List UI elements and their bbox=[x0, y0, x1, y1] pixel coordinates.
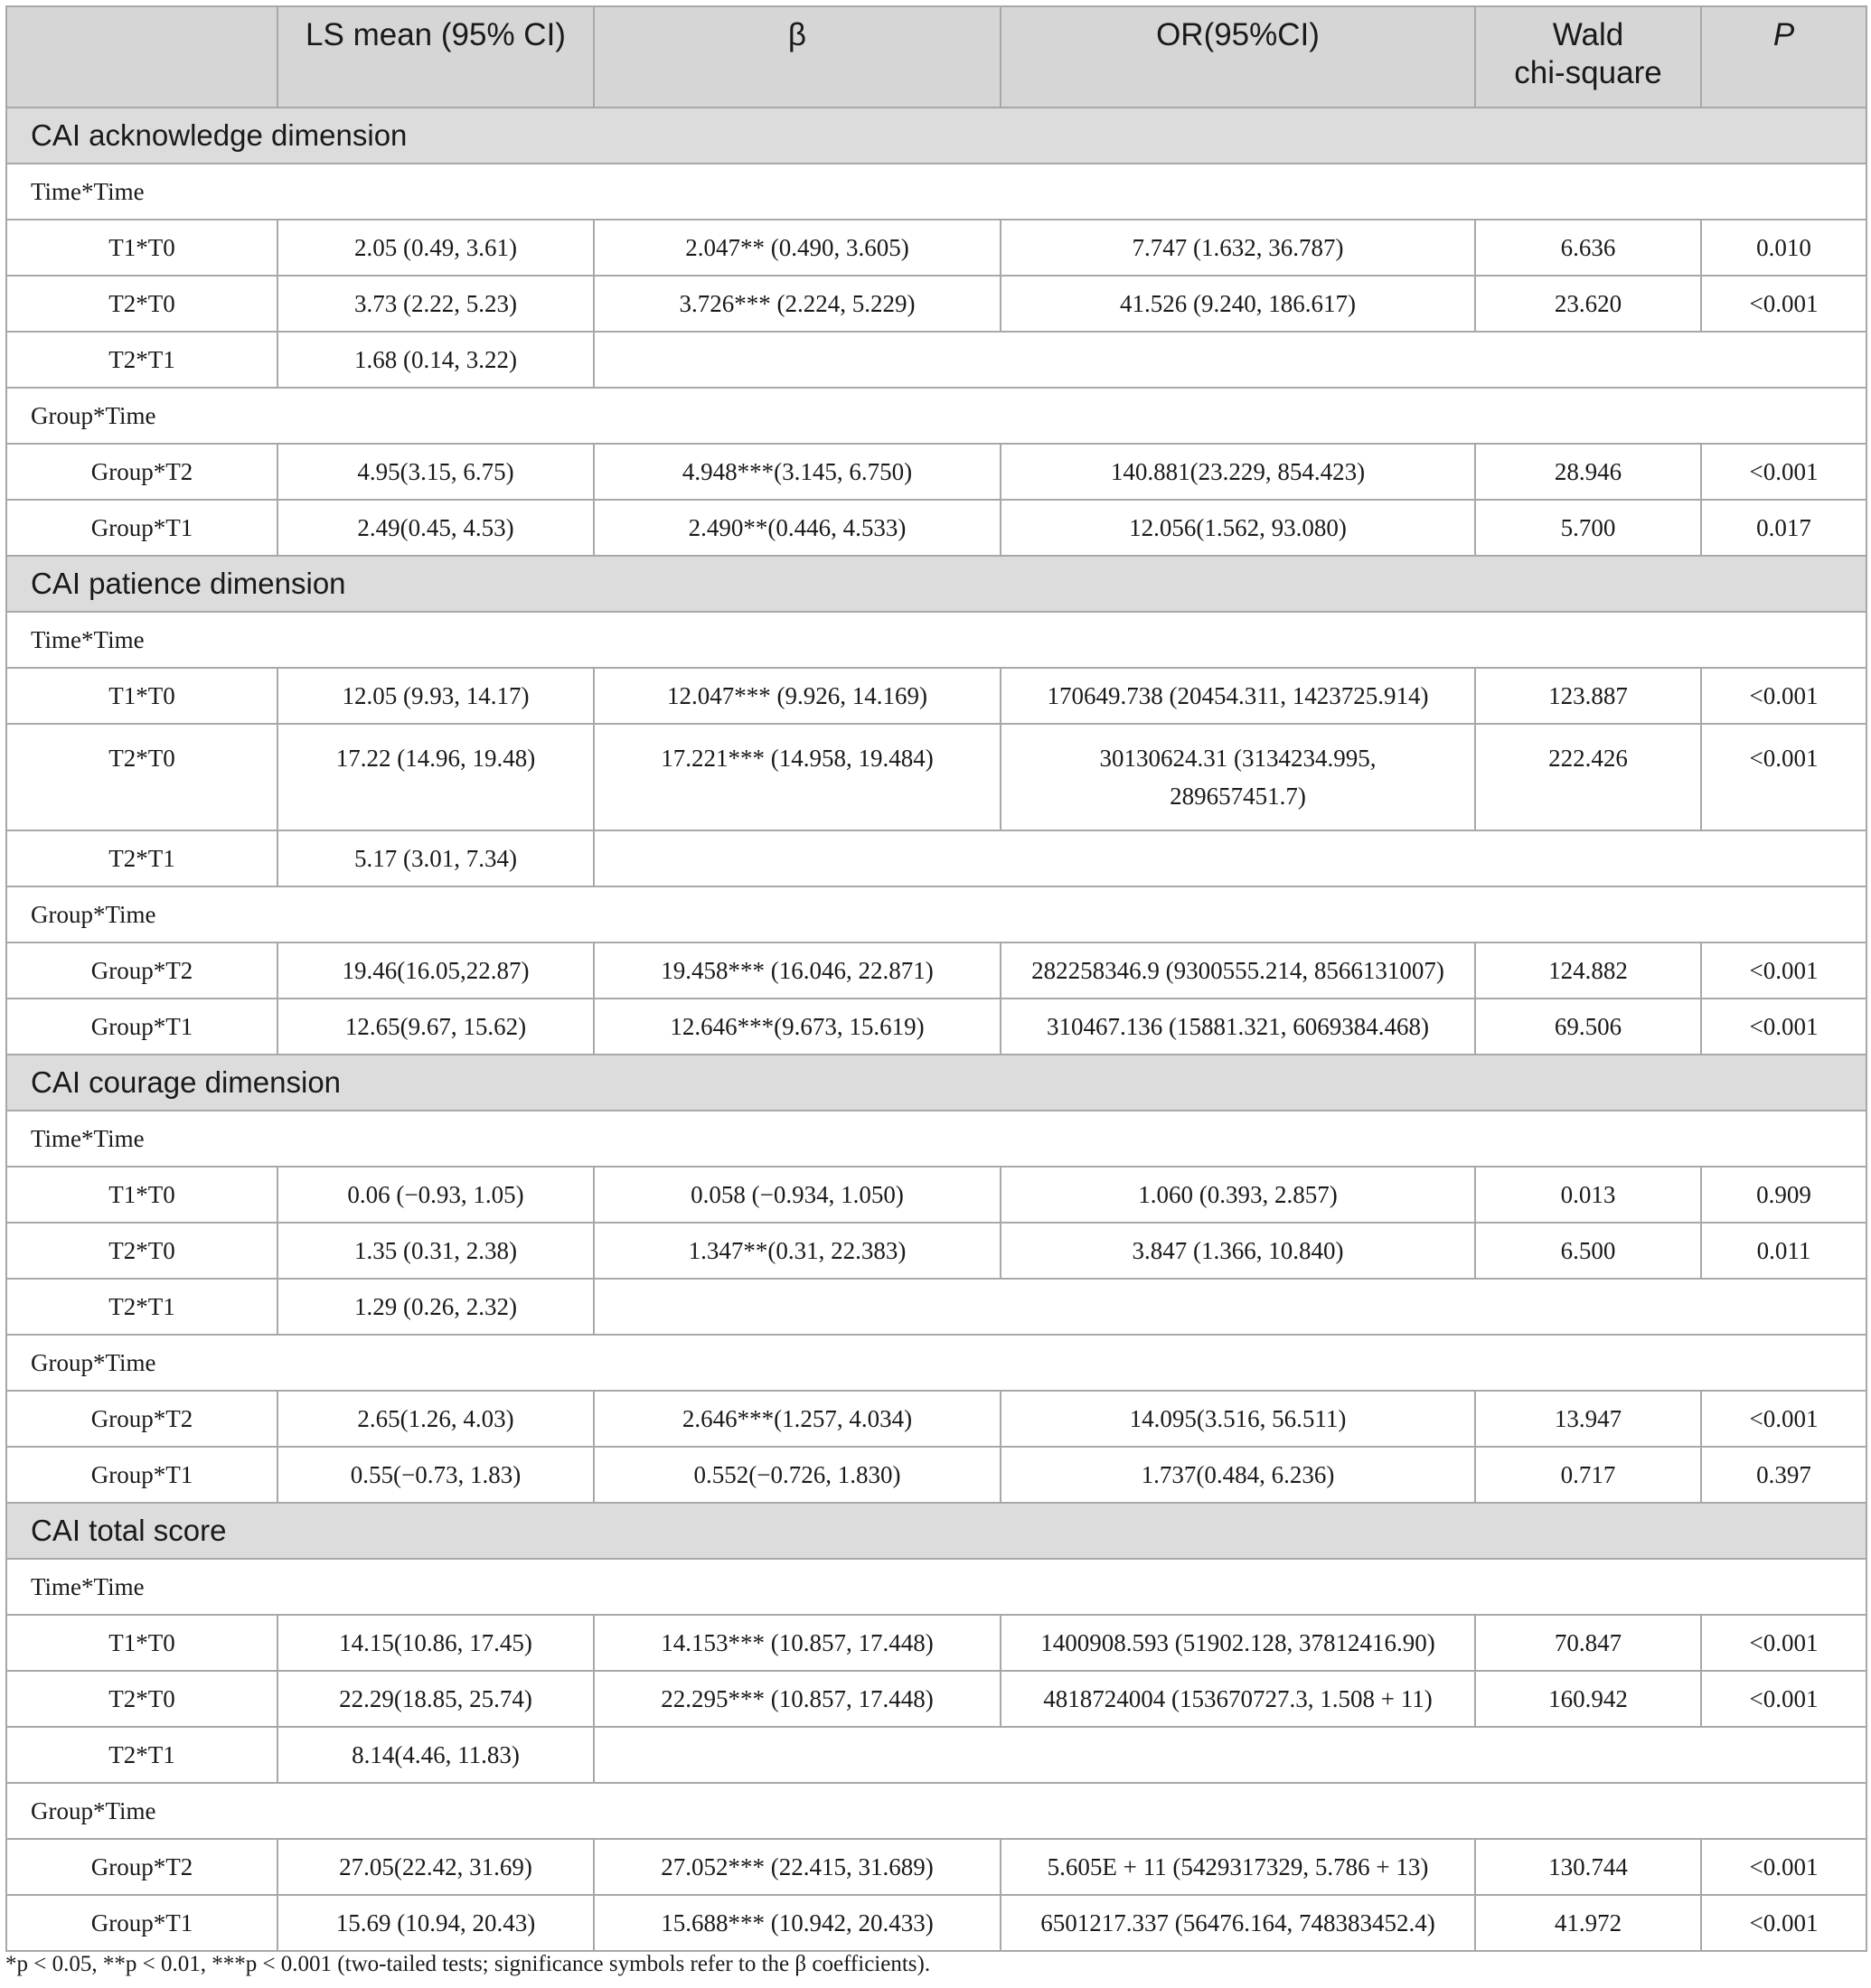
group-label-row bbox=[6, 1111, 1866, 1167]
row-label: T2*T0 bbox=[6, 1671, 277, 1727]
wald-cell: 222.426 bbox=[1475, 724, 1701, 830]
or-cell: 1.737(0.484, 6.236) bbox=[1001, 1447, 1475, 1503]
p-value-cell: 0.397 bbox=[1701, 1447, 1866, 1503]
beta-cell: 0.552(−0.726, 1.830) bbox=[594, 1447, 1001, 1503]
group-label: Time*Time bbox=[6, 612, 1866, 668]
table-row bbox=[6, 1895, 1866, 1951]
p-value-cell: <0.001 bbox=[1701, 276, 1866, 332]
p-value-cell: 0.017 bbox=[1701, 500, 1866, 556]
table-row bbox=[6, 1279, 1866, 1335]
ls-mean-cell: 14.15(10.86, 17.45) bbox=[277, 1615, 594, 1671]
or-cell: 1.060 (0.393, 2.857) bbox=[1001, 1167, 1475, 1223]
ls-mean-cell: 2.05 (0.49, 3.61) bbox=[277, 220, 594, 276]
group-label: Group*Time bbox=[6, 1783, 1866, 1839]
row-label: T1*T0 bbox=[6, 220, 277, 276]
row-label: Group*T2 bbox=[6, 444, 277, 500]
section-header-row bbox=[6, 108, 1866, 164]
ls-mean-cell: 8.14(4.46, 11.83) bbox=[277, 1727, 594, 1783]
or-cell: 3.847 (1.366, 10.840) bbox=[1001, 1223, 1475, 1279]
header-row bbox=[6, 6, 1866, 108]
beta-cell: 2.047** (0.490, 3.605) bbox=[594, 220, 1001, 276]
beta-cell: 19.458*** (16.046, 22.871) bbox=[594, 942, 1001, 999]
table-row bbox=[6, 220, 1866, 276]
table-row bbox=[6, 500, 1866, 556]
table-row bbox=[6, 1223, 1866, 1279]
ls-mean-cell: 22.29(18.85, 25.74) bbox=[277, 1671, 594, 1727]
section-title: CAI total score bbox=[6, 1503, 1866, 1559]
row-label: T2*T1 bbox=[6, 332, 277, 388]
wald-cell: 123.887 bbox=[1475, 668, 1701, 724]
footnote: *p < 0.05, **p < 0.01, ***p < 0.001 (two-tailed tests; significance symbols refer to the β coefficients). bbox=[5, 1952, 931, 1976]
ls-mean-cell: 1.35 (0.31, 2.38) bbox=[277, 1223, 594, 1279]
group-label-row bbox=[6, 886, 1866, 942]
or-cell: 14.095(3.516, 56.511) bbox=[1001, 1391, 1475, 1447]
header-wald-line2: chi-square bbox=[1514, 55, 1662, 90]
ls-mean-cell: 2.49(0.45, 4.53) bbox=[277, 500, 594, 556]
wald-cell: 13.947 bbox=[1475, 1391, 1701, 1447]
results-table bbox=[5, 5, 1867, 1952]
group-label: Time*Time bbox=[6, 164, 1866, 220]
group-label: Time*Time bbox=[6, 1559, 1866, 1615]
ls-mean-cell: 2.65(1.26, 4.03) bbox=[277, 1391, 594, 1447]
empty-span-cell bbox=[594, 1727, 1866, 1783]
row-label: Group*T1 bbox=[6, 1447, 277, 1503]
table-row bbox=[6, 1615, 1866, 1671]
section-title: CAI courage dimension bbox=[6, 1055, 1866, 1111]
beta-cell: 2.490**(0.446, 4.533) bbox=[594, 500, 1001, 556]
row-label: Group*T1 bbox=[6, 1895, 277, 1951]
wald-cell: 28.946 bbox=[1475, 444, 1701, 500]
beta-cell: 14.153*** (10.857, 17.448) bbox=[594, 1615, 1001, 1671]
p-value-cell: 0.010 bbox=[1701, 220, 1866, 276]
header-beta: β bbox=[594, 6, 1001, 108]
table-header bbox=[6, 6, 1866, 108]
beta-cell: 4.948***(3.145, 6.750) bbox=[594, 444, 1001, 500]
row-label: Group*T2 bbox=[6, 1391, 277, 1447]
p-value-cell: 0.909 bbox=[1701, 1167, 1866, 1223]
group-label-row bbox=[6, 388, 1866, 444]
group-label-row bbox=[6, 164, 1866, 220]
table-row bbox=[6, 668, 1866, 724]
beta-cell: 27.052*** (22.415, 31.689) bbox=[594, 1839, 1001, 1895]
section-title: CAI acknowledge dimension bbox=[6, 108, 1866, 164]
header-blank bbox=[6, 6, 277, 108]
row-label: T1*T0 bbox=[6, 1167, 277, 1223]
row-label: T2*T1 bbox=[6, 1727, 277, 1783]
wald-cell: 0.013 bbox=[1475, 1167, 1701, 1223]
beta-cell: 12.646***(9.673, 15.619) bbox=[594, 999, 1001, 1055]
row-label: T2*T1 bbox=[6, 1279, 277, 1335]
or-cell: 310467.136 (15881.321, 6069384.468) bbox=[1001, 999, 1475, 1055]
p-value-cell: <0.001 bbox=[1701, 942, 1866, 999]
table-row bbox=[6, 1839, 1866, 1895]
beta-cell: 3.726*** (2.224, 5.229) bbox=[594, 276, 1001, 332]
header-wald-line1: Wald bbox=[1552, 17, 1624, 52]
beta-cell: 17.221*** (14.958, 19.484) bbox=[594, 724, 1001, 830]
wald-cell: 0.717 bbox=[1475, 1447, 1701, 1503]
group-label-row bbox=[6, 1783, 1866, 1839]
ls-mean-cell: 19.46(16.05,22.87) bbox=[277, 942, 594, 999]
or-cell: 170649.738 (20454.311, 1423725.914) bbox=[1001, 668, 1475, 724]
p-value-cell: <0.001 bbox=[1701, 999, 1866, 1055]
table-row bbox=[6, 1391, 1866, 1447]
wald-cell: 23.620 bbox=[1475, 276, 1701, 332]
row-label: T2*T0 bbox=[6, 724, 277, 830]
ls-mean-cell: 1.29 (0.26, 2.32) bbox=[277, 1279, 594, 1335]
or-cell: 4818724004 (153670727.3, 1.508 + 11) bbox=[1001, 1671, 1475, 1727]
empty-span-cell bbox=[594, 1279, 1866, 1335]
p-value-cell: <0.001 bbox=[1701, 1671, 1866, 1727]
p-value-cell: <0.001 bbox=[1701, 1615, 1866, 1671]
row-label: T2*T0 bbox=[6, 1223, 277, 1279]
header-ls-mean: LS mean (95% CI) bbox=[277, 6, 594, 108]
group-label-row bbox=[6, 1559, 1866, 1615]
wald-cell: 70.847 bbox=[1475, 1615, 1701, 1671]
ls-mean-cell: 12.65(9.67, 15.62) bbox=[277, 999, 594, 1055]
or-cell: 140.881(23.229, 854.423) bbox=[1001, 444, 1475, 500]
group-label-row bbox=[6, 612, 1866, 668]
p-value-cell: <0.001 bbox=[1701, 1895, 1866, 1951]
table-row bbox=[6, 332, 1866, 388]
ls-mean-cell: 3.73 (2.22, 5.23) bbox=[277, 276, 594, 332]
wald-cell: 6.500 bbox=[1475, 1223, 1701, 1279]
ls-mean-cell: 1.68 (0.14, 3.22) bbox=[277, 332, 594, 388]
ls-mean-cell: 27.05(22.42, 31.69) bbox=[277, 1839, 594, 1895]
p-value-cell: 0.011 bbox=[1701, 1223, 1866, 1279]
table-row bbox=[6, 444, 1866, 500]
or-cell: 5.605E + 11 (5429317329, 5.786 + 13) bbox=[1001, 1839, 1475, 1895]
row-label: T1*T0 bbox=[6, 668, 277, 724]
p-value-cell: <0.001 bbox=[1701, 724, 1866, 830]
row-label: Group*T2 bbox=[6, 942, 277, 999]
or-cell: 41.526 (9.240, 186.617) bbox=[1001, 276, 1475, 332]
group-label: Group*Time bbox=[6, 886, 1866, 942]
table-row bbox=[6, 1167, 1866, 1223]
row-label: Group*T1 bbox=[6, 500, 277, 556]
empty-span-cell bbox=[594, 830, 1866, 886]
row-label: T2*T1 bbox=[6, 830, 277, 886]
header-p: P bbox=[1701, 6, 1866, 108]
header-wald bbox=[1475, 6, 1701, 108]
ls-mean-cell: 5.17 (3.01, 7.34) bbox=[277, 830, 594, 886]
row-label: T2*T0 bbox=[6, 276, 277, 332]
p-value-cell: <0.001 bbox=[1701, 668, 1866, 724]
wald-cell: 124.882 bbox=[1475, 942, 1701, 999]
beta-cell: 22.295*** (10.857, 17.448) bbox=[594, 1671, 1001, 1727]
group-label-row bbox=[6, 1335, 1866, 1391]
p-value-cell: <0.001 bbox=[1701, 1839, 1866, 1895]
p-value-cell: <0.001 bbox=[1701, 444, 1866, 500]
or-cell: 282258346.9 (9300555.214, 8566131007) bbox=[1001, 942, 1475, 999]
or-cell: 7.747 (1.632, 36.787) bbox=[1001, 220, 1475, 276]
wald-cell: 5.700 bbox=[1475, 500, 1701, 556]
section-header-row bbox=[6, 556, 1866, 612]
ls-mean-cell: 12.05 (9.93, 14.17) bbox=[277, 668, 594, 724]
empty-span-cell bbox=[594, 332, 1866, 388]
wald-cell: 130.744 bbox=[1475, 1839, 1701, 1895]
table-row bbox=[6, 999, 1866, 1055]
row-label: T1*T0 bbox=[6, 1615, 277, 1671]
ls-mean-cell: 15.69 (10.94, 20.43) bbox=[277, 1895, 594, 1951]
table-body bbox=[6, 108, 1866, 1951]
or-cell: 6501217.337 (56476.164, 748383452.4) bbox=[1001, 1895, 1475, 1951]
wald-cell: 6.636 bbox=[1475, 220, 1701, 276]
wald-cell: 160.942 bbox=[1475, 1671, 1701, 1727]
row-label: Group*T1 bbox=[6, 999, 277, 1055]
section-header-row bbox=[6, 1503, 1866, 1559]
table-row bbox=[6, 1671, 1866, 1727]
group-label: Group*Time bbox=[6, 1335, 1866, 1391]
or-cell: 1400908.593 (51902.128, 37812416.90) bbox=[1001, 1615, 1475, 1671]
or-cell: 12.056(1.562, 93.080) bbox=[1001, 500, 1475, 556]
section-header-row bbox=[6, 1055, 1866, 1111]
header-or: OR(95%CI) bbox=[1001, 6, 1475, 108]
beta-cell: 2.646***(1.257, 4.034) bbox=[594, 1391, 1001, 1447]
or-cell-line1: 30130624.31 (3134234.995, bbox=[1099, 745, 1377, 772]
table-row bbox=[6, 942, 1866, 999]
ls-mean-cell: 0.55(−0.73, 1.83) bbox=[277, 1447, 594, 1503]
p-value-cell: <0.001 bbox=[1701, 1391, 1866, 1447]
group-label: Time*Time bbox=[6, 1111, 1866, 1167]
ls-mean-cell: 17.22 (14.96, 19.48) bbox=[277, 724, 594, 830]
table-row bbox=[6, 1727, 1866, 1783]
row-label: Group*T2 bbox=[6, 1839, 277, 1895]
ls-mean-cell: 0.06 (−0.93, 1.05) bbox=[277, 1167, 594, 1223]
beta-cell: 15.688*** (10.942, 20.433) bbox=[594, 1895, 1001, 1951]
wald-cell: 41.972 bbox=[1475, 1895, 1701, 1951]
beta-cell: 12.047*** (9.926, 14.169) bbox=[594, 668, 1001, 724]
results-table-container bbox=[5, 5, 1866, 1952]
ls-mean-cell: 4.95(3.15, 6.75) bbox=[277, 444, 594, 500]
or-cell-line2: 289657451.7) bbox=[1170, 783, 1306, 810]
beta-cell: 0.058 (−0.934, 1.050) bbox=[594, 1167, 1001, 1223]
section-title: CAI patience dimension bbox=[6, 556, 1866, 612]
wald-cell: 69.506 bbox=[1475, 999, 1701, 1055]
or-cell bbox=[1001, 724, 1475, 830]
table-row bbox=[6, 1447, 1866, 1503]
table-row bbox=[6, 276, 1866, 332]
table-row bbox=[6, 724, 1866, 830]
group-label: Group*Time bbox=[6, 388, 1866, 444]
beta-cell: 1.347**(0.31, 22.383) bbox=[594, 1223, 1001, 1279]
table-row bbox=[6, 830, 1866, 886]
